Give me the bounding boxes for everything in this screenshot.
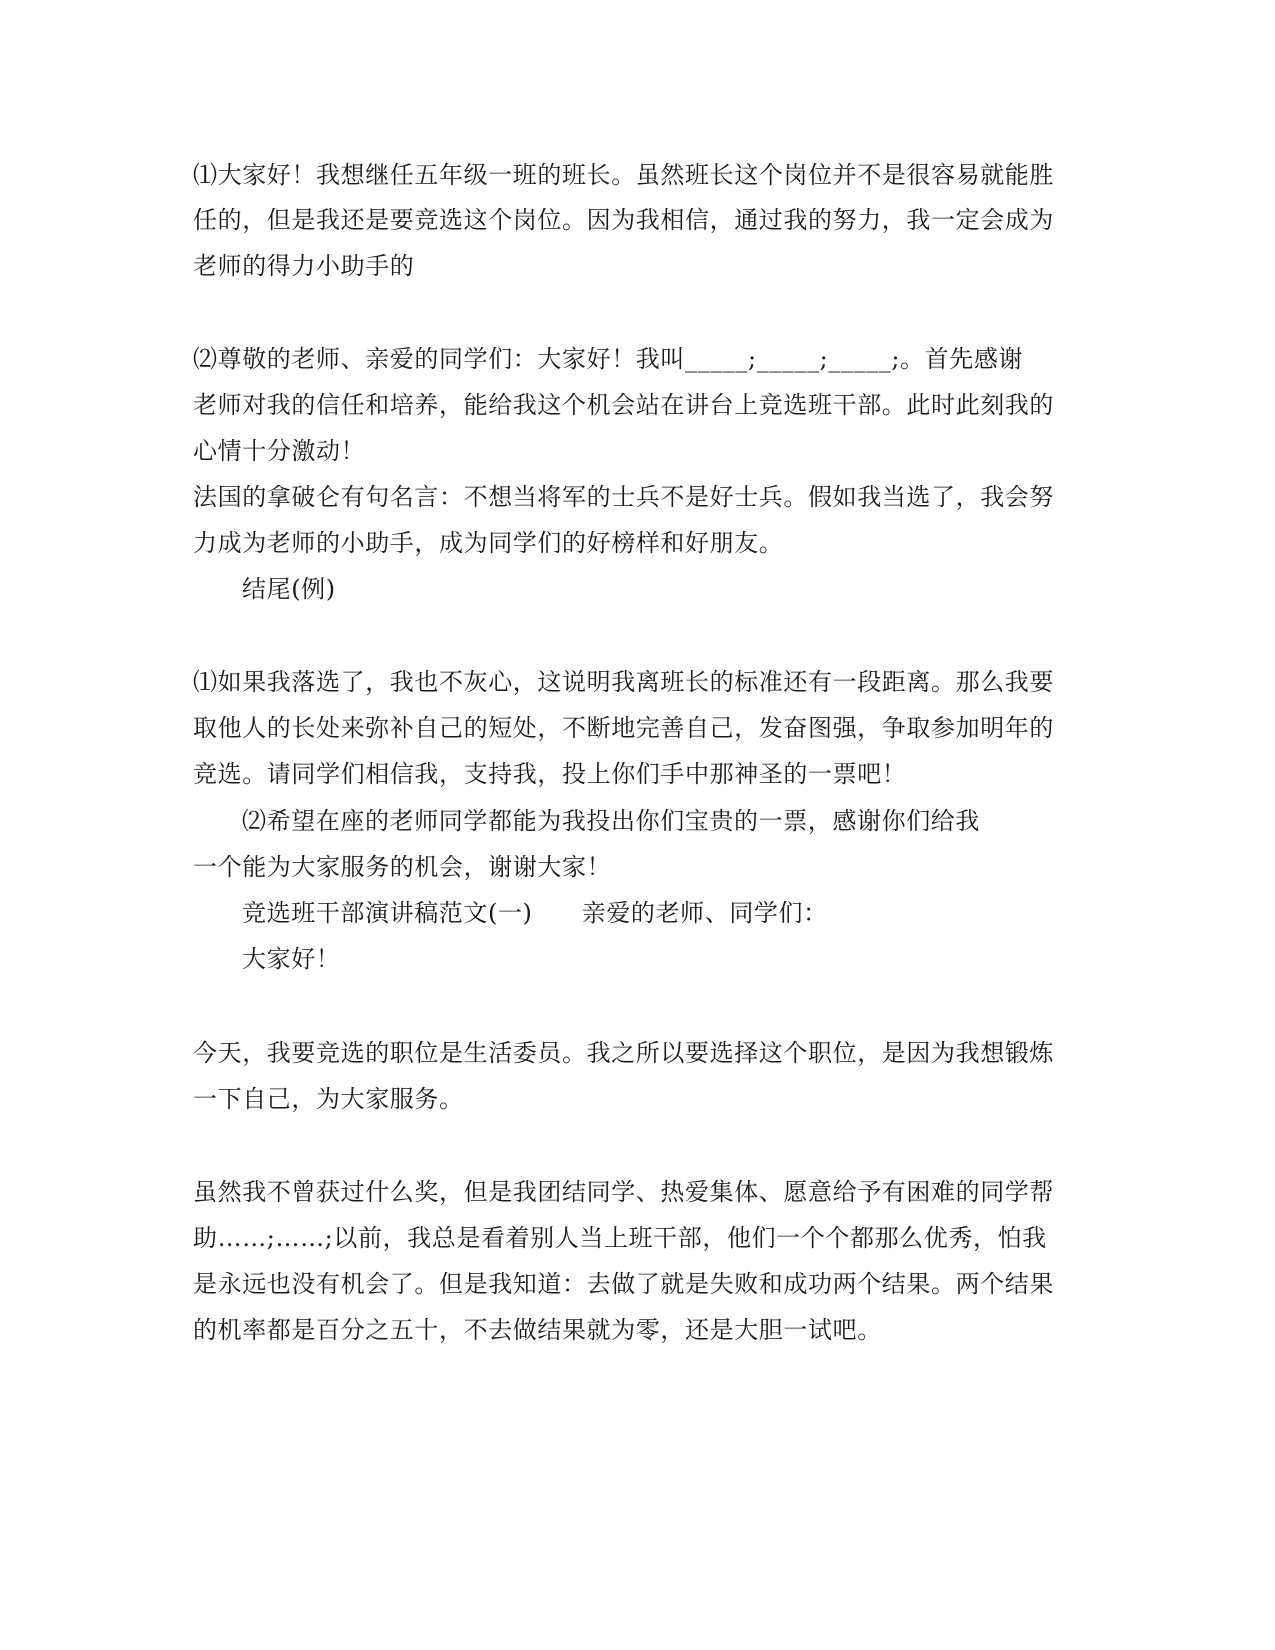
greeting: 大家好！ <box>242 945 341 973</box>
paragraph-line: 任的，但是我还是要竞选这个岗位。因为我相信，通过我的努力，我一定会成为 <box>193 206 1054 234</box>
paragraph-line: 一下自己，为大家服务。 <box>193 1085 464 1113</box>
section-heading: 结尾(例) <box>242 575 336 603</box>
paragraph-line: 虽然我不曾获过什么奖，但是我团结同学、热爱集体、愿意给予有困难的同学帮 <box>193 1178 1054 1206</box>
paragraph-line: ⑵希望在座的老师同学都能为我投出你们宝贵的一票，感谢你们给我 <box>242 807 980 835</box>
paragraph-line: 力成为老师的小助手，成为同学们的好榜样和好朋友。 <box>193 529 784 557</box>
paragraph-line: 今天，我要竞选的职位是生活委员。我之所以要选择这个职位，是因为我想锻炼 <box>193 1039 1054 1067</box>
paragraph-line: ⑵尊敬的老师、亲爱的同学们：大家好！我叫_____;_____;_____;。首先感谢 <box>193 345 1024 373</box>
paragraph-line: 的机率都是百分之五十，不去做结果就为零，还是大胆一试吧。 <box>193 1316 882 1344</box>
essay-title: 竞选班干部演讲稿范文(一) 亲爱的老师、同学们： <box>242 899 828 927</box>
paragraph-line: 心情十分激动！ <box>193 437 366 465</box>
paragraph-line: ⑴大家好！我想继任五年级一班的班长。虽然班长这个岗位并不是很容易就能胜 <box>193 161 1054 189</box>
paragraph-line: ⑴如果我落选了，我也不灰心，这说明我离班长的标准还有一段距离。那么我要 <box>193 668 1054 696</box>
paragraph-line: 一个能为大家服务的机会，谢谢大家！ <box>193 853 612 881</box>
paragraph-line: 助……;……;以前，我总是看着别人当上班干部，他们一个个都那么优秀，怕我 <box>193 1224 1047 1252</box>
paragraph-line: 竞选。请同学们相信我，支持我，投上你们手中那神圣的一票吧！ <box>193 760 907 788</box>
paragraph-line: 是永远也没有机会了。但是我知道：去做了就是失败和成功两个结果。两个结果 <box>193 1270 1054 1298</box>
paragraph-line: 老师对我的信任和培养，能给我这个机会站在讲台上竞选班干部。此时此刻我的 <box>193 391 1054 419</box>
paragraph-line: 老师的得力小助手的 <box>193 252 415 280</box>
paragraph-line: 取他人的长处来弥补自己的短处，不断地完善自己，发奋图强，争取参加明年的 <box>193 714 1054 742</box>
paragraph-line: 法国的拿破仑有句名言：不想当将军的士兵不是好士兵。假如我当选了，我会努 <box>193 483 1054 511</box>
